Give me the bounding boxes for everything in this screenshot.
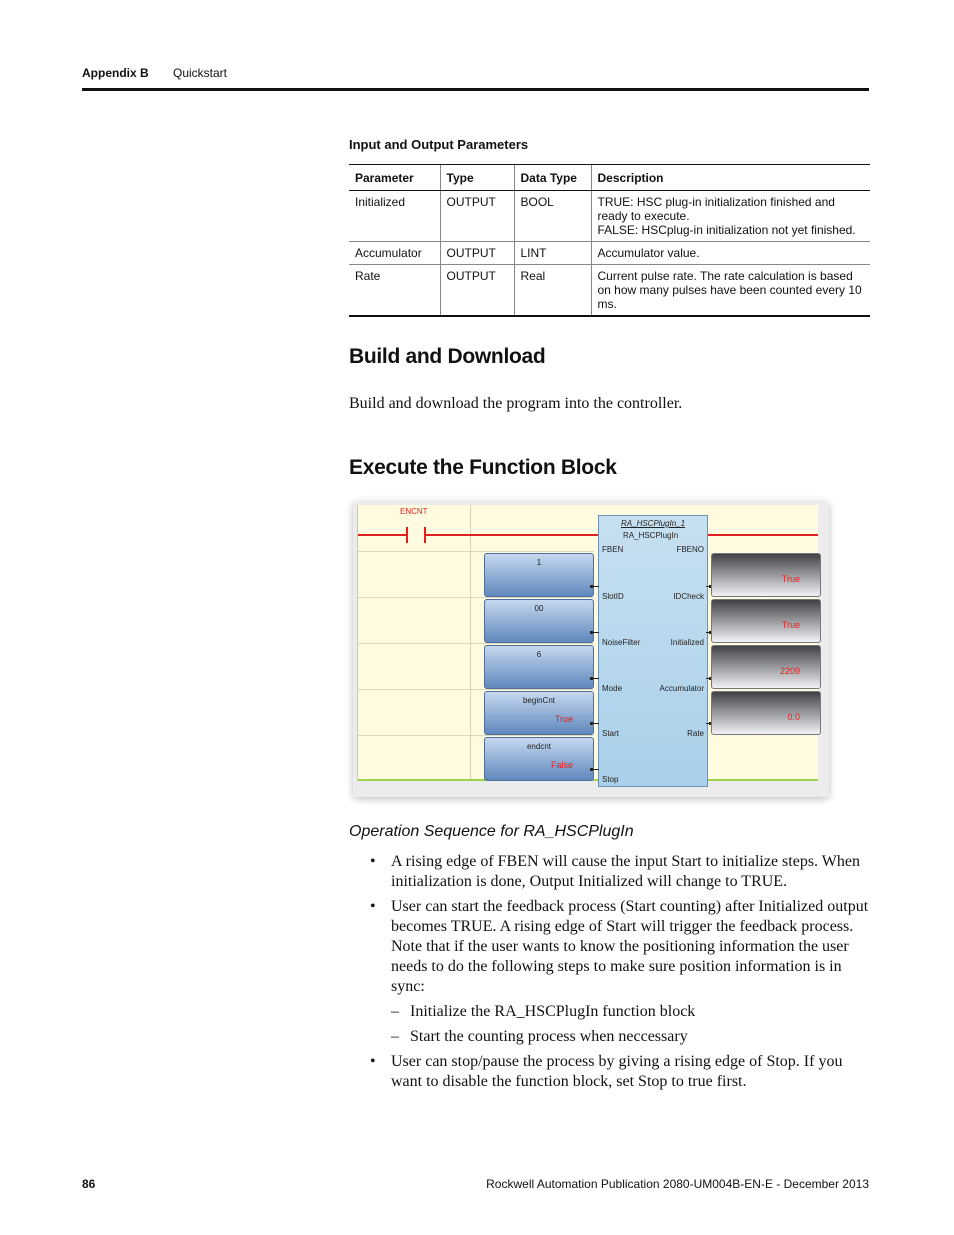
table-row xyxy=(349,191,870,242)
cell-type: OUTPUT xyxy=(440,191,514,242)
table-header-row xyxy=(349,165,870,191)
sub-list-item xyxy=(391,1002,870,1022)
header-rule xyxy=(82,88,869,91)
grid-separator xyxy=(470,505,471,781)
pin-start: Start xyxy=(602,729,619,738)
cell-type: OUTPUT xyxy=(440,265,514,317)
build-text: Build and download the program into the controller. xyxy=(349,395,683,412)
bullet-marker: • xyxy=(370,853,376,870)
cell-type: OUTPUT xyxy=(440,242,514,265)
bullet-marker: • xyxy=(370,898,376,915)
pin-slotid: SlotID xyxy=(602,592,624,601)
output-value: True xyxy=(781,574,800,584)
operation-list xyxy=(370,852,870,1097)
contact-bar-left xyxy=(406,527,408,543)
list-item-text: A rising edge of FBEN will cause the input Start to initialize steps. When initialization is done, Output Initialized will change to TRUE. xyxy=(391,853,860,890)
parameters-table xyxy=(349,164,870,317)
header-section: Quickstart xyxy=(173,66,228,80)
page-number: 86 xyxy=(82,1177,96,1191)
grid-line xyxy=(358,689,594,690)
bullet-marker: • xyxy=(370,1053,376,1070)
cell-parameter: Accumulator xyxy=(349,242,440,265)
input-box-mode[interactable] xyxy=(484,645,594,689)
block-type: RA_HSCPlugIn xyxy=(623,531,679,540)
column-header: Type xyxy=(440,165,514,191)
grid-line xyxy=(358,643,594,644)
connector xyxy=(592,769,599,770)
connector-dot xyxy=(590,768,593,771)
fbd-canvas xyxy=(357,505,818,784)
connector-dot xyxy=(590,631,593,634)
pin-mode: Mode xyxy=(602,684,623,693)
pin-initialized: Initialized xyxy=(670,638,704,647)
pin-stop: Stop xyxy=(602,775,619,784)
build-heading: Build and Download xyxy=(349,345,546,368)
input-state: True xyxy=(554,714,573,724)
output-box-accumulator[interactable] xyxy=(711,645,821,689)
input-value: 00 xyxy=(534,604,544,613)
cell-data-type: LINT xyxy=(514,242,591,265)
column-header: Data Type xyxy=(514,165,591,191)
pin-accumulator: Accumulator xyxy=(659,684,704,693)
input-value: 1 xyxy=(536,558,542,567)
connector xyxy=(592,586,599,587)
cell-parameter: Initialized xyxy=(349,191,440,242)
pin-fben: FBEN xyxy=(602,545,624,554)
cell-description xyxy=(591,191,870,242)
table-row xyxy=(349,242,870,265)
sub-item-text: Start the counting process when neccessary xyxy=(410,1028,688,1045)
pin-idcheck: IDCheck xyxy=(673,592,704,601)
connector xyxy=(592,632,599,633)
description-line: FALSE: HSCplug-in initialization not yet finished. xyxy=(597,223,856,237)
function-block[interactable] xyxy=(598,515,708,787)
cell-description: Accumulator value. xyxy=(591,242,870,265)
connector-dot xyxy=(590,585,593,588)
block-instance: RA_HSCPlugIn_1 xyxy=(621,519,686,528)
figure-caption: Operation Sequence for RA_HSCPlugIn xyxy=(349,823,634,840)
grid-line xyxy=(358,597,594,598)
connector xyxy=(592,678,599,679)
pin-fbeno: FBENO xyxy=(676,545,704,554)
cell-description: Current pulse rate. The rate calculation is based on how many pulses have been counted every 10 ms. xyxy=(591,265,870,317)
input-box-noisefilter[interactable] xyxy=(484,599,594,643)
table-row xyxy=(349,265,870,317)
table-title: Input and Output Parameters xyxy=(349,137,529,152)
input-state: False xyxy=(550,760,573,770)
header-appendix: Appendix B xyxy=(82,66,149,80)
contact-label: ENCNT xyxy=(400,507,428,516)
column-header: Description xyxy=(591,165,870,191)
rung-right xyxy=(426,534,598,536)
list-item xyxy=(370,897,870,1047)
connector-dot xyxy=(590,722,593,725)
input-value: beginCnt xyxy=(522,696,556,705)
connector-dot xyxy=(590,677,593,680)
list-item xyxy=(370,852,870,892)
sub-list xyxy=(391,1002,870,1047)
connector xyxy=(592,723,599,724)
list-item xyxy=(370,1052,870,1092)
grid-line xyxy=(358,551,594,552)
input-box-stop[interactable] xyxy=(484,737,594,781)
output-box-idcheck[interactable] xyxy=(711,553,821,597)
output-box-rate[interactable] xyxy=(711,691,821,735)
description-line: TRUE: HSC plug-in initialization finished and ready to execute. xyxy=(597,195,835,223)
output-value: 2209 xyxy=(779,666,800,676)
column-header: Parameter xyxy=(349,165,440,191)
list-item-text: User can stop/pause the process by giving a rising edge of Stop. If you want to disable the function block, set Stop to true first. xyxy=(391,1053,843,1090)
sub-list-item xyxy=(391,1027,870,1047)
cell-parameter: Rate xyxy=(349,265,440,317)
list-item-text: User can start the feedback process (Start counting) after Initialized output becomes TRUE. A rising edge of Start will trigger the feedback process. Note that if the user wants to know the positioning information the user needs to do the following steps to make sure position information is in sync: xyxy=(391,898,869,995)
pin-noisefilter: NoiseFilter xyxy=(602,638,641,647)
dash-marker: – xyxy=(391,1028,399,1045)
publication-info: Rockwell Automation Publication 2080-UM004B-EN-E - December 2013 xyxy=(486,1177,869,1191)
function-block-diagram xyxy=(349,499,831,802)
pin-rate: Rate xyxy=(687,729,704,738)
grid-line xyxy=(358,735,594,736)
sub-item-text: Initialize the RA_HSCPlugIn function block xyxy=(410,1003,696,1020)
cell-data-type: BOOL xyxy=(514,191,591,242)
rung-left xyxy=(358,534,406,536)
input-value: 6 xyxy=(536,650,542,659)
input-value: endcnt xyxy=(526,742,552,751)
cell-data-type: Real xyxy=(514,265,591,317)
output-value: True xyxy=(781,620,800,630)
output-box-initialized[interactable] xyxy=(711,599,821,643)
input-box-slotid[interactable] xyxy=(484,553,594,597)
dash-marker: – xyxy=(391,1003,399,1020)
input-box-start[interactable] xyxy=(484,691,594,735)
output-value: 0.0 xyxy=(787,712,800,722)
execute-heading: Execute the Function Block xyxy=(349,456,617,479)
rung-out xyxy=(706,534,818,536)
